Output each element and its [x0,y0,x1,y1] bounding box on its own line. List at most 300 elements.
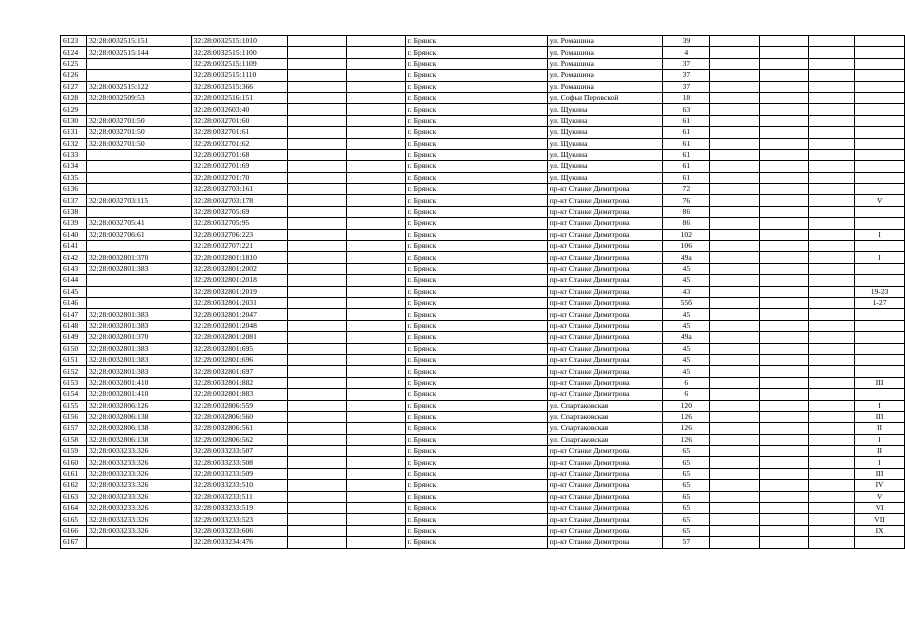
table-row [61,343,905,354]
cell-empty [759,320,809,331]
cell-empty [809,332,855,343]
cell-parent-cadastral-number: 32:28:0032806:138 [86,411,191,422]
cell-street: пр-кт Станке Димитрова [547,525,663,536]
cell-empty [710,275,760,286]
cell-row-number: 6143 [61,263,87,274]
cell-empty [346,320,405,331]
cell-parent-cadastral-number: 32:28:0032701:50 [86,127,191,138]
table-row [61,229,905,240]
cell-cadastral-number: 32:28:0032516:151 [191,92,288,103]
cell-house-number: 6 [663,389,710,400]
cell-empty [759,514,809,525]
cell-cadastral-number: 32:28:0032801:1810 [191,252,288,263]
table-row [61,468,905,479]
cell-empty [809,491,855,502]
cell-house-number: 63 [663,104,710,115]
cell-empty [809,206,855,217]
cell-empty [346,297,405,308]
cell-empty [809,503,855,514]
cell-empty [759,263,809,274]
cell-empty [288,127,347,138]
cell-empty [288,377,347,388]
cell-city: г. Брянск [405,195,547,206]
cell-empty [346,81,405,92]
cell-empty [710,400,760,411]
cell-street: пр-кт Станке Димитрова [547,206,663,217]
cell-parent-cadastral-number: 32:28:0033233:326 [86,525,191,536]
cell-empty [288,70,347,81]
table-body [61,36,905,549]
cell-cadastral-number: 32:28:0032515:1110 [191,70,288,81]
cell-empty [346,47,405,58]
cell-street: ул. Спартаковская [547,411,663,422]
cell-row-number: 6130 [61,115,87,126]
cell-city: г. Брянск [405,377,547,388]
cell-parent-cadastral-number: 32:28:0032515:151 [86,36,191,47]
cell-street: пр-кт Станке Димитрова [547,241,663,252]
cell-empty [809,400,855,411]
cell-empty [759,400,809,411]
cell-city: г. Брянск [405,206,547,217]
cell-city: г. Брянск [405,127,547,138]
cell-empty [759,218,809,229]
cell-empty [759,115,809,126]
cell-row-number: 6134 [61,161,87,172]
cell-empty [809,320,855,331]
cell-city: г. Брянск [405,241,547,252]
cell-premises-number: I [855,252,905,263]
cell-empty [759,161,809,172]
cell-empty [710,263,760,274]
cell-empty [759,377,809,388]
cell-empty [809,468,855,479]
table-row [61,434,905,445]
cell-house-number: 45 [663,263,710,274]
cell-house-number: 65 [663,468,710,479]
cell-house-number: 39 [663,36,710,47]
cell-empty [759,184,809,195]
cell-empty [809,343,855,354]
cell-street: пр-кт Станке Димитрова [547,184,663,195]
cell-empty [346,92,405,103]
cell-cadastral-number: 32:28:0033234:476 [191,537,288,548]
cell-empty [346,400,405,411]
cell-empty [710,81,760,92]
cell-empty [759,332,809,343]
cell-premises-number: 19-23 [855,286,905,297]
cell-empty [346,537,405,548]
cell-cadastral-number: 32:28:0032801:696 [191,354,288,365]
cell-cadastral-number: 32:28:0033233:507 [191,446,288,457]
cell-city: г. Брянск [405,525,547,536]
cell-empty [759,446,809,457]
cell-cadastral-number: 32:28:0032801:695 [191,343,288,354]
cell-parent-cadastral-number: 32:28:0032515:122 [86,81,191,92]
cell-empty [759,491,809,502]
cell-city: г. Брянск [405,503,547,514]
cell-row-number: 6149 [61,332,87,343]
cell-city: г. Брянск [405,252,547,263]
cell-premises-number: VI [855,503,905,514]
cell-empty [759,206,809,217]
cell-empty [710,195,760,206]
cell-empty [809,525,855,536]
cell-street: ул. Щукина [547,172,663,183]
cell-row-number: 6128 [61,92,87,103]
table-row [61,537,905,548]
cell-parent-cadastral-number: 32:28:0032801:383 [86,343,191,354]
cell-cadastral-number: 32:28:0033233:511 [191,491,288,502]
cell-premises-number: III [855,411,905,422]
cell-city: г. Брянск [405,400,547,411]
cell-premises-number [855,81,905,92]
cell-premises-number [855,320,905,331]
cell-row-number: 6124 [61,47,87,58]
cell-row-number: 6151 [61,354,87,365]
table-row [61,92,905,103]
cell-empty [288,195,347,206]
cell-city: г. Брянск [405,47,547,58]
cell-empty [288,332,347,343]
cell-empty [759,411,809,422]
cell-parent-cadastral-number [86,286,191,297]
cell-empty [759,537,809,548]
cell-row-number: 6138 [61,206,87,217]
cell-parent-cadastral-number: 32:28:0032706:61 [86,229,191,240]
cell-empty [710,241,760,252]
cell-parent-cadastral-number: 32:28:0032801:370 [86,252,191,263]
cell-street: пр-кт Станке Димитрова [547,377,663,388]
table-row [61,36,905,47]
cell-house-number: 61 [663,138,710,149]
table-row [61,206,905,217]
cell-row-number: 6139 [61,218,87,229]
cell-house-number: 61 [663,115,710,126]
cell-empty [809,149,855,160]
cell-street: ул. Софьи Перовской [547,92,663,103]
cell-empty [288,320,347,331]
cell-city: г. Брянск [405,115,547,126]
cell-row-number: 6142 [61,252,87,263]
cell-parent-cadastral-number: 32:28:0032801:410 [86,377,191,388]
cell-empty [710,297,760,308]
cell-premises-number: I [855,400,905,411]
cell-empty [346,525,405,536]
table-row [61,263,905,274]
cell-city: г. Брянск [405,366,547,377]
cell-row-number: 6164 [61,503,87,514]
cell-empty [809,480,855,491]
cell-empty [346,172,405,183]
cell-cadastral-number: 32:28:0032703:161 [191,184,288,195]
cell-empty [759,525,809,536]
cell-empty [346,354,405,365]
table-row [61,104,905,115]
cell-premises-number: II [855,446,905,457]
cell-empty [288,149,347,160]
cell-street: пр-кт Станке Димитрова [547,252,663,263]
cell-premises-number [855,127,905,138]
cell-street: пр-кт Станке Димитрова [547,286,663,297]
cell-street: ул. Спартаковская [547,434,663,445]
cell-house-number: 49а [663,252,710,263]
cell-empty [759,297,809,308]
cell-empty [759,354,809,365]
cell-cadastral-number: 32:28:0032603:40 [191,104,288,115]
table-row [61,491,905,502]
cell-row-number: 6155 [61,400,87,411]
cell-empty [809,229,855,240]
table-row [61,58,905,69]
cell-parent-cadastral-number: 32:28:0032806:138 [86,423,191,434]
cell-empty [710,309,760,320]
cell-empty [288,36,347,47]
cell-empty [288,92,347,103]
cell-empty [710,92,760,103]
cell-parent-cadastral-number: 32:28:0033233:326 [86,491,191,502]
cell-empty [288,252,347,263]
cell-empty [809,275,855,286]
cell-empty [759,468,809,479]
cell-cadastral-number: 32:28:0032701:62 [191,138,288,149]
cell-street: ул. Спартаковская [547,400,663,411]
cell-street: пр-кт Станке Димитрова [547,514,663,525]
cell-cadastral-number: 32:28:0032806:560 [191,411,288,422]
table-row [61,480,905,491]
cell-empty [288,47,347,58]
cell-empty [288,423,347,434]
table-row [61,297,905,308]
table-row [61,161,905,172]
cell-row-number: 6125 [61,58,87,69]
cell-premises-number [855,104,905,115]
cell-cadastral-number: 32:28:0032801:2019 [191,286,288,297]
cell-house-number: 55б [663,297,710,308]
table-row [61,332,905,343]
cell-empty [288,446,347,457]
cell-empty [710,354,760,365]
cell-premises-number: IX [855,525,905,536]
cell-empty [346,332,405,343]
cell-street: пр-кт Станке Димитрова [547,275,663,286]
cell-premises-number: I [855,434,905,445]
cell-house-number: 126 [663,423,710,434]
cell-premises-number [855,309,905,320]
cell-empty [710,206,760,217]
cell-row-number: 6161 [61,468,87,479]
cell-empty [809,218,855,229]
cell-premises-number: V [855,195,905,206]
cell-row-number: 6160 [61,457,87,468]
cell-street: ул. Щукина [547,138,663,149]
cell-empty [809,127,855,138]
cell-empty [809,297,855,308]
cell-empty [710,332,760,343]
cell-empty [346,104,405,115]
cell-city: г. Брянск [405,36,547,47]
cell-cadastral-number: 32:28:0033233:510 [191,480,288,491]
cell-empty [346,195,405,206]
cell-empty [346,434,405,445]
cell-house-number: 106 [663,241,710,252]
table-row [61,354,905,365]
cell-house-number: 37 [663,58,710,69]
cell-cadastral-number: 32:28:0032701:68 [191,149,288,160]
cell-premises-number [855,184,905,195]
cell-empty [809,36,855,47]
cell-house-number: 45 [663,366,710,377]
cell-empty [346,70,405,81]
cell-empty [346,206,405,217]
cell-parent-cadastral-number [86,184,191,195]
cell-empty [288,537,347,548]
cell-premises-number [855,206,905,217]
cell-empty [288,229,347,240]
cell-street: ул. Щукина [547,161,663,172]
cell-city: г. Брянск [405,309,547,320]
cell-premises-number [855,92,905,103]
cell-parent-cadastral-number: 32:28:0032701:50 [86,138,191,149]
cell-cadastral-number: 32:28:0032703:178 [191,195,288,206]
cell-row-number: 6127 [61,81,87,92]
cell-city: г. Брянск [405,434,547,445]
cell-street: пр-кт Станке Димитрова [547,457,663,468]
cell-city: г. Брянск [405,320,547,331]
cell-cadastral-number: 32:28:0032801:2047 [191,309,288,320]
cell-empty [759,92,809,103]
cell-cadastral-number: 32:28:0033233:508 [191,457,288,468]
cell-street: ул. Ромашина [547,81,663,92]
cell-cadastral-number: 32:28:0032801:882 [191,377,288,388]
cell-row-number: 6154 [61,389,87,400]
table-row [61,411,905,422]
cell-parent-cadastral-number [86,241,191,252]
table-row [61,70,905,81]
cell-premises-number: I [855,229,905,240]
cell-empty [346,503,405,514]
cell-empty [759,434,809,445]
table-row [61,389,905,400]
cell-empty [288,206,347,217]
cell-city: г. Брянск [405,343,547,354]
cell-row-number: 6144 [61,275,87,286]
cell-empty [759,58,809,69]
cell-empty [346,218,405,229]
cell-house-number: 126 [663,434,710,445]
cell-empty [759,309,809,320]
cell-empty [759,286,809,297]
cell-empty [759,366,809,377]
cell-row-number: 6156 [61,411,87,422]
cell-row-number: 6136 [61,184,87,195]
cell-premises-number: I [855,457,905,468]
cell-parent-cadastral-number [86,104,191,115]
cell-row-number: 6163 [61,491,87,502]
cell-parent-cadastral-number: 32:28:0032801:383 [86,320,191,331]
cell-empty [809,104,855,115]
cell-house-number: 61 [663,161,710,172]
cell-row-number: 6129 [61,104,87,115]
cell-empty [346,446,405,457]
cell-premises-number [855,36,905,47]
cell-row-number: 6135 [61,172,87,183]
cell-house-number: 120 [663,400,710,411]
cell-parent-cadastral-number: 32:28:0032703:115 [86,195,191,206]
cell-house-number: 6 [663,377,710,388]
cell-parent-cadastral-number: 32:28:0032801:383 [86,366,191,377]
cell-parent-cadastral-number: 32:28:0032806:126 [86,400,191,411]
cell-empty [346,184,405,195]
cell-cadastral-number: 32:28:0032801:2002 [191,263,288,274]
cell-empty [346,468,405,479]
cell-house-number: 61 [663,172,710,183]
cell-empty [346,457,405,468]
cell-row-number: 6159 [61,446,87,457]
table-row [61,377,905,388]
cell-empty [346,491,405,502]
cell-empty [710,491,760,502]
cell-parent-cadastral-number: 32:28:0032801:410 [86,389,191,400]
cell-row-number: 6167 [61,537,87,548]
cell-empty [710,366,760,377]
cell-empty [710,514,760,525]
cell-parent-cadastral-number: 32:28:0032801:383 [86,309,191,320]
cell-empty [288,480,347,491]
cell-empty [710,70,760,81]
cell-premises-number [855,389,905,400]
cell-empty [710,127,760,138]
cell-house-number: 18 [663,92,710,103]
cell-empty [710,537,760,548]
cell-cadastral-number: 32:28:0032701:60 [191,115,288,126]
cell-street: пр-кт Станке Димитрова [547,320,663,331]
cell-street: ул. Щукина [547,115,663,126]
cell-empty [710,58,760,69]
cell-row-number: 6162 [61,480,87,491]
cell-street: пр-кт Станке Димитрова [547,389,663,400]
cell-premises-number [855,161,905,172]
cell-row-number: 6126 [61,70,87,81]
cell-house-number: 65 [663,514,710,525]
cell-cadastral-number: 32:28:0032801:883 [191,389,288,400]
cell-house-number: 57 [663,537,710,548]
cell-house-number: 49а [663,332,710,343]
cell-street: пр-кт Станке Димитрова [547,297,663,308]
registry-table [60,35,905,549]
cell-premises-number [855,366,905,377]
cell-empty [809,138,855,149]
cell-empty [346,127,405,138]
cell-row-number: 6153 [61,377,87,388]
cell-parent-cadastral-number: 32:28:0033233:326 [86,503,191,514]
cell-parent-cadastral-number [86,161,191,172]
cell-empty [346,275,405,286]
cell-row-number: 6147 [61,309,87,320]
cell-cadastral-number: 32:28:0033233:523 [191,514,288,525]
cell-empty [710,229,760,240]
cell-empty [346,241,405,252]
table-row [61,184,905,195]
cell-house-number: 126 [663,411,710,422]
cell-empty [288,366,347,377]
cell-city: г. Брянск [405,480,547,491]
cell-city: г. Брянск [405,297,547,308]
cell-empty [346,423,405,434]
cell-street: пр-кт Станке Димитрова [547,343,663,354]
cell-empty [346,149,405,160]
cell-parent-cadastral-number: 32:28:0032806:138 [86,434,191,445]
cell-parent-cadastral-number [86,275,191,286]
